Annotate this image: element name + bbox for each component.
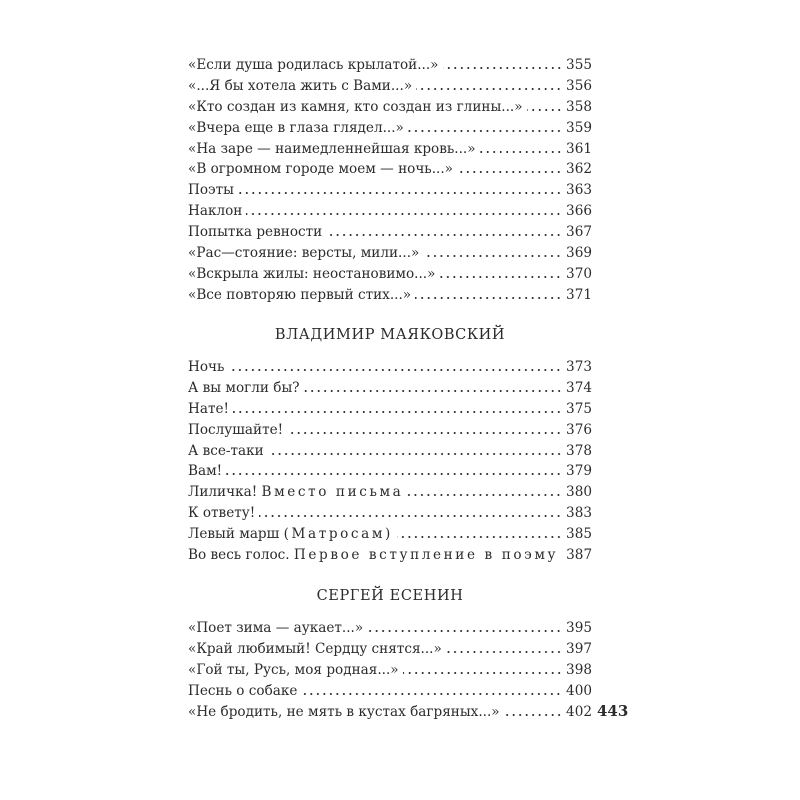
entry-title	[188, 139, 476, 160]
entry-title	[188, 681, 297, 702]
entry-title	[188, 159, 453, 180]
entry-title-text: «Гой ты, Русь, моя родная...»	[188, 661, 399, 678]
entry-title	[188, 482, 403, 503]
entry-page-number: 370	[566, 265, 592, 282]
toc-entry	[188, 545, 592, 566]
dot-leader	[480, 151, 562, 153]
dot-leader	[457, 171, 562, 173]
entry-page-number: 356	[566, 77, 592, 94]
toc-entry	[188, 55, 592, 76]
entry-title-text: Послушайте!	[188, 421, 284, 438]
dot-leader	[416, 88, 562, 90]
toc-entry	[188, 399, 592, 420]
toc-entry	[188, 243, 592, 264]
entry-title-text: Попытка ревности	[188, 224, 323, 241]
toc-entry	[188, 285, 592, 306]
entry-title-text: К ответу!	[188, 505, 256, 522]
entry-title-text: А все-таки	[188, 442, 264, 459]
entry-title-text: Вам!	[188, 463, 223, 480]
dot-leader	[446, 651, 562, 653]
entry-title	[188, 285, 411, 306]
entry-title-text: А вы могли бы?	[188, 379, 300, 396]
dot-leader	[415, 297, 562, 299]
dot-leader	[504, 714, 562, 716]
entry-page-number: 369	[566, 245, 592, 262]
entry-title-spaced: Первое вступление в поэму	[293, 547, 559, 564]
toc-entry	[188, 97, 592, 118]
entry-title-text: «Поет зима — аукает...»	[188, 620, 364, 636]
entry-page-number: 375	[566, 400, 592, 417]
entry-title	[188, 97, 523, 118]
toc-entry	[188, 159, 592, 180]
toc-section-esenin	[188, 618, 592, 722]
entry-title-text: «Рас—стояние: версты, мили...»	[188, 245, 420, 262]
entry-title	[188, 264, 435, 285]
toc-entry	[188, 461, 592, 482]
entry-page-number: 395	[566, 620, 592, 636]
dot-leader	[326, 234, 562, 236]
toc-entry	[188, 482, 592, 503]
toc-entry	[188, 201, 592, 222]
entry-title	[188, 618, 363, 639]
entry-title	[188, 201, 242, 222]
entry-title	[188, 76, 412, 97]
toc-entry	[188, 378, 592, 399]
dot-leader	[238, 192, 562, 194]
entry-page-number: 378	[566, 442, 592, 459]
toc-entry	[188, 524, 592, 545]
dot-leader	[268, 453, 562, 455]
entry-title	[188, 357, 224, 378]
entry-title	[188, 503, 255, 524]
section-heading-esenin: СЕРГЕЙ ЕСЕНИН	[316, 588, 464, 604]
toc-entry	[188, 702, 592, 723]
entry-title-text: «Кто создан из камня, кто создан из глины...»	[188, 98, 523, 115]
entry-title-text: «Если душа родилась крылатой...»	[188, 57, 439, 73]
dot-leader	[301, 693, 562, 695]
toc-entry	[188, 118, 592, 139]
dot-leader	[397, 536, 562, 538]
entry-page-number: 380	[566, 484, 592, 501]
entry-page-number: 397	[566, 640, 592, 657]
entry-title-text: «Вчера еще в глаза глядел...»	[188, 119, 404, 136]
toc-entry	[188, 441, 592, 462]
entry-title	[188, 222, 322, 243]
entry-title	[188, 702, 500, 723]
entry-page-number: 366	[566, 203, 592, 220]
toc-entry	[188, 681, 592, 702]
entry-title	[188, 118, 404, 139]
dot-leader	[259, 515, 562, 517]
dot-leader	[408, 130, 562, 132]
entry-page-number: 358	[566, 98, 592, 115]
entry-page-number: 383	[566, 505, 592, 522]
entry-page-number: 400	[566, 682, 592, 699]
entry-title	[188, 545, 558, 566]
entry-title-text: Нате!	[188, 400, 229, 417]
entry-page-number: 373	[566, 359, 592, 375]
entry-title	[188, 461, 222, 482]
entry-title-text: Песнь о собаке	[188, 682, 298, 699]
entry-title-text: «Все повторяю первый стих...»	[188, 286, 412, 303]
entry-title-text: «На заре — наимедленнейшая кровь...»	[188, 140, 476, 157]
toc-entry	[188, 264, 592, 285]
entry-page-number: 361	[566, 140, 592, 157]
entry-title-text: «В огромном городе моем — ночь...»	[188, 161, 453, 178]
dot-leader	[407, 494, 562, 496]
entry-title	[188, 524, 393, 545]
entry-page-number: 371	[566, 286, 592, 303]
entry-page-number: 359	[566, 119, 592, 136]
toc-section-mayakovsky	[188, 357, 592, 566]
entry-title	[188, 180, 234, 201]
dot-leader	[246, 213, 562, 215]
toc-entry	[188, 503, 592, 524]
entry-page-number: 362	[566, 161, 592, 178]
entry-page-number: 355	[566, 57, 592, 73]
entry-title	[188, 55, 439, 76]
dot-leader	[403, 672, 562, 674]
dot-leader	[367, 630, 562, 632]
entry-title-text: «Край любимый! Сердцу снятся...»	[188, 640, 442, 657]
entry-page-number: 363	[566, 182, 592, 199]
entry-title-text: Левый марш	[188, 526, 284, 543]
entry-title	[188, 420, 283, 441]
entry-title-text: «Вскрыла жилы: неостановимо...»	[188, 265, 436, 282]
entry-title-text: «...Я бы хотела жить с Вами...»	[188, 77, 413, 94]
dot-leader	[527, 109, 563, 111]
toc-entry	[188, 357, 592, 378]
entry-title-text: Ночь	[188, 359, 225, 375]
dot-leader	[226, 473, 562, 475]
entry-title-spaced: Вместо письма	[261, 484, 404, 501]
dot-leader	[304, 390, 562, 392]
toc-entry	[188, 139, 592, 160]
page-number: 443	[597, 702, 629, 720]
entry-title	[188, 441, 264, 462]
entry-page-number: 385	[566, 526, 592, 543]
entry-page-number: 374	[566, 379, 592, 396]
entry-title-text: Наклон	[188, 203, 243, 220]
entry-page-number: 379	[566, 463, 592, 480]
entry-page-number: 387	[566, 547, 593, 564]
entry-title-text: Лиличка!	[188, 484, 262, 501]
toc-entry	[188, 222, 592, 243]
entry-page-number: 376	[566, 421, 592, 438]
toc-entry	[188, 76, 592, 97]
entry-title	[188, 399, 229, 420]
entry-page-number: 398	[566, 661, 592, 678]
entry-title-text: Во весь голос.	[188, 547, 294, 564]
entry-title-text: «Не бродить, не мять в кустах багряных...»	[188, 703, 500, 720]
toc-section-tsvetaeva	[188, 55, 592, 306]
entry-title	[188, 243, 419, 264]
dot-leader	[287, 432, 562, 434]
dot-leader	[439, 276, 562, 278]
entry-title	[188, 660, 399, 681]
dot-leader	[443, 67, 563, 69]
toc-entry	[188, 420, 592, 441]
toc-entry	[188, 180, 592, 201]
dot-leader	[228, 369, 562, 371]
entry-title	[188, 378, 300, 399]
dot-leader	[233, 411, 562, 413]
toc-entry	[188, 618, 592, 639]
section-heading-mayakovsky: ВЛАДИМИР МАЯКОВСКИЙ	[274, 327, 506, 343]
toc-entry	[188, 639, 592, 660]
entry-title-spaced: (Матросам)	[283, 526, 393, 543]
toc-entry	[188, 660, 592, 681]
entry-title	[188, 639, 442, 660]
dot-leader	[423, 255, 562, 257]
entry-page-number: 367	[566, 224, 592, 241]
entry-title-text: Поэты	[188, 182, 234, 199]
entry-page-number: 402	[566, 703, 592, 720]
